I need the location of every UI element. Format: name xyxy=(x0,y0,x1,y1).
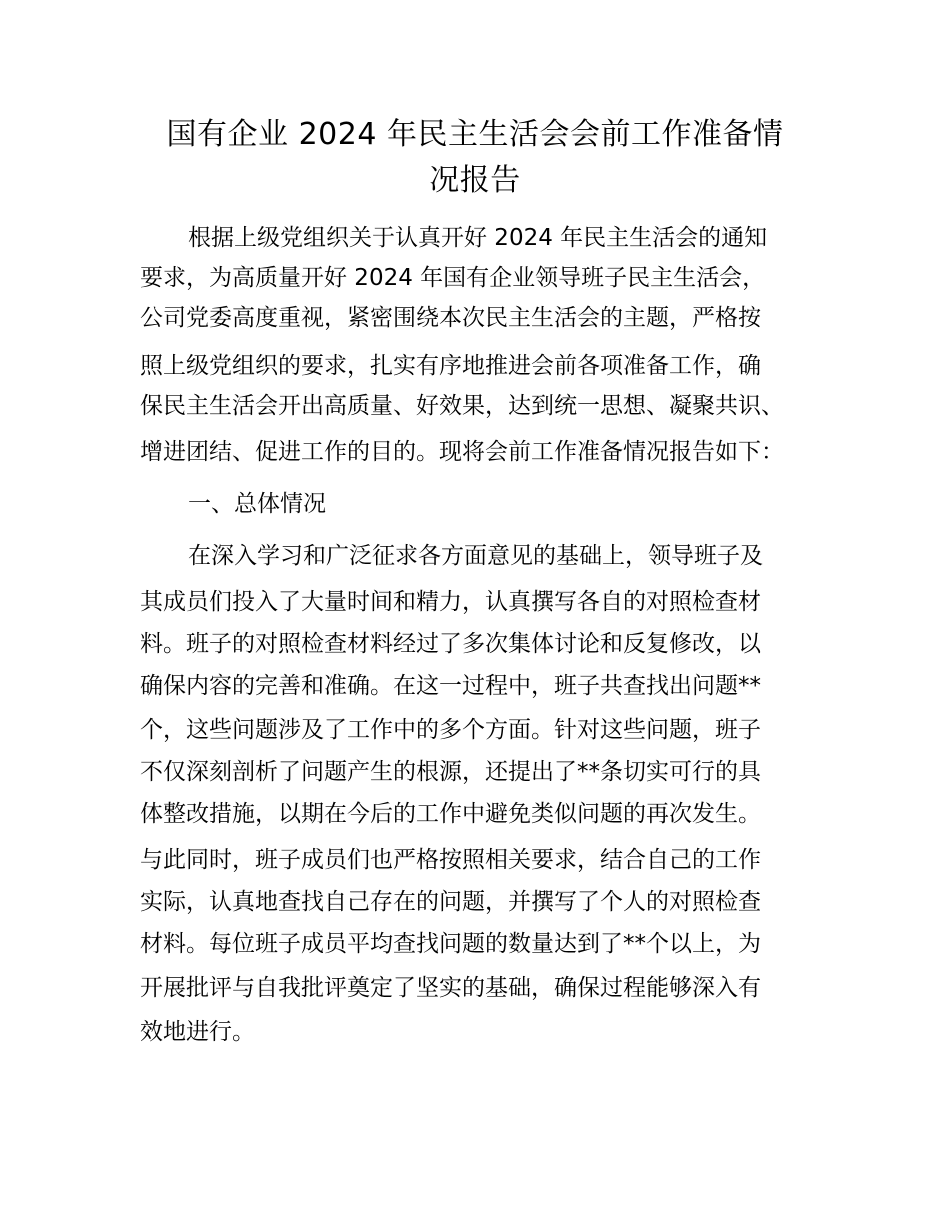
title-line: 国有企业 2024 年民主生活会会前工作准备情 xyxy=(166,117,784,152)
paragraph-line: 公司党委高度重视，紧密围绕本次民主生活会的主题，严格按 xyxy=(140,305,761,331)
paragraph-line: 增进团结、促进工作的目的。现将会前工作准备情况报告如下： xyxy=(140,439,784,465)
paragraph-line: 实际，认真地查找自己存在的问题，并撰写了个人的对照检查 xyxy=(140,889,761,915)
paragraph-line: 个，这些问题涉及了工作中的多个方面。针对这些问题，班子 xyxy=(140,717,761,743)
paragraph-line: 照上级党组织的要求，扎实有序地推进会前各项准备工作，确 xyxy=(140,353,761,379)
paragraph-line: 体整改措施，以期在今后的工作中避免类似问题的再次发生。 xyxy=(140,801,761,827)
paragraph-line: 材料。每位班子成员平均查找问题的数量达到了**个以上，为 xyxy=(140,931,761,957)
paragraph-line: 其成员们投入了大量时间和精力，认真撰写各自的对照检查材 xyxy=(140,589,761,615)
paragraph-line: 根据上级党组织关于认真开好 2024 年民主生活会的通知 xyxy=(188,225,768,251)
paragraph-line: 确保内容的完善和准确。在这一过程中，班子共查找出问题** xyxy=(140,673,761,699)
paragraph-line: 开展批评与自我批评奠定了坚实的基础，确保过程能够深入有 xyxy=(140,975,761,1001)
paragraph-line: 与此同时，班子成员们也严格按照相关要求，结合自己的工作 xyxy=(140,847,761,873)
paragraph-line: 料。班子的对照检查材料经过了多次集体讨论和反复修改，以 xyxy=(140,631,761,657)
title-line: 况报告 xyxy=(429,163,521,198)
paragraph-line: 要求，为高质量开好 2024 年国有企业领导班子民主生活会， xyxy=(140,265,766,291)
paragraph-line: 保民主生活会开出高质量、好效果，达到统一思想、凝聚共识、 xyxy=(140,393,784,419)
paragraph-line: 效地进行。 xyxy=(140,1019,255,1045)
section-heading: 一、总体情况 xyxy=(188,491,326,517)
paragraph-line: 不仅深刻剖析了问题产生的根源，还提出了**条切实可行的具 xyxy=(140,759,761,785)
paragraph-line: 在深入学习和广泛征求各方面意见的基础上，领导班子及 xyxy=(188,543,763,569)
document-title xyxy=(140,112,810,204)
